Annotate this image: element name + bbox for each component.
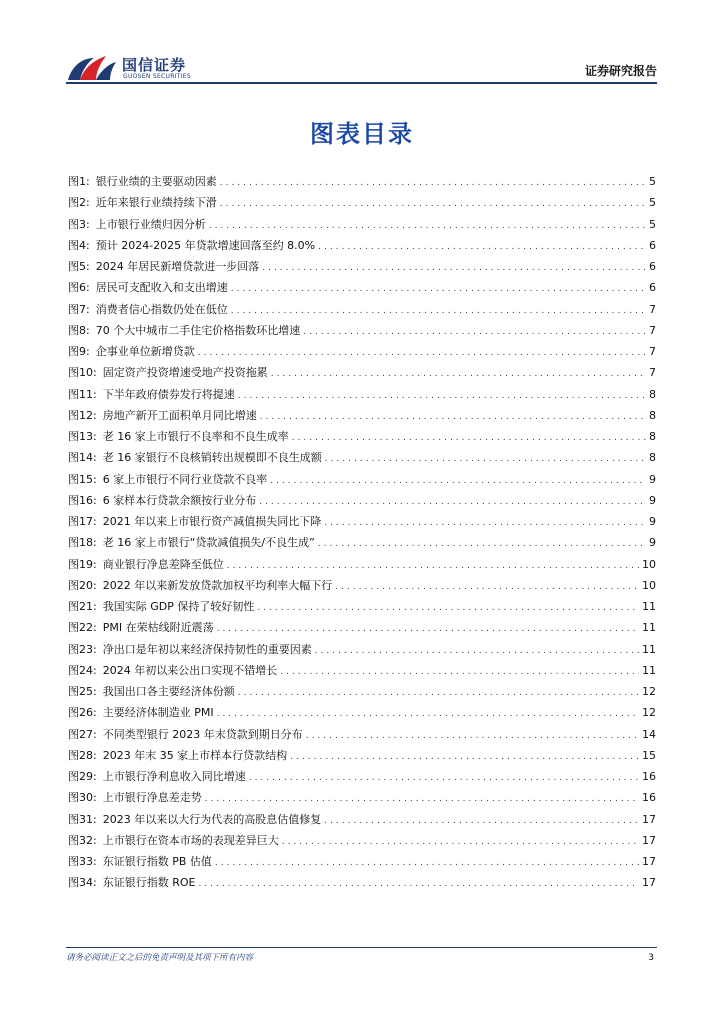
toc-entry-number: 图11: [68,387,97,401]
toc-entry-page: 12 [642,706,656,720]
toc-entry-page: 9 [649,536,656,550]
toc-entry-label: 东证银行指数 PB 估值 [102,855,212,868]
logo-english-name: GUOSEN SECURITIES [123,73,192,80]
toc-entry[interactable] [68,490,656,511]
toc-entry-label: 企事业单位新增贷款 [95,345,195,358]
header-divider [66,82,657,84]
toc-entry-number: 图9: [68,345,90,358]
toc-entry-page: 17 [642,876,656,890]
toc-dot-leader [335,577,639,598]
toc-entry-label: PMI 在荣枯线附近震荡 [102,621,214,635]
toc-entry-page: 10 [642,557,656,571]
toc-dot-leader [318,237,646,258]
toc-entry-number: 图26: [68,706,97,720]
toc-entry-label: 主要经济体制造业 PMI [102,706,214,720]
toc-entry-label: 老 16 家上市银行“贷款减值损失/不良生成” [102,536,315,550]
toc-dot-leader [259,492,646,513]
toc-dot-leader [306,726,639,747]
toc-entry-label: 我国实际 GDP 保持了较好韧性 [102,600,255,613]
toc-entry[interactable] [68,511,656,532]
toc-entry-page: 6 [649,238,656,252]
toc-entry[interactable] [68,256,656,277]
toc-entry-number: 图16: [68,493,97,507]
toc-dot-leader [325,449,646,470]
toc-entry-number: 图33: [68,855,97,868]
guosen-logo-mark-icon [66,52,118,82]
toc-dot-leader [280,662,639,683]
toc-entry-number: 图5: [68,260,90,273]
toc-entry[interactable] [68,384,656,405]
toc-entry[interactable] [68,299,656,320]
toc-entry-label: 不同类型银行 2023 年末贷款到期日分布 [102,727,303,741]
toc-entry-page: 8 [649,408,656,422]
toc-entry-page: 5 [649,217,656,231]
toc-entry-label: 2024 年初以来公出口实现不错增长 [102,663,278,677]
toc-entry[interactable] [68,192,656,213]
toc-entry-label: 老 16 家上市银行不良率和不良生成率 [102,430,289,443]
toc-dot-leader [238,386,646,407]
guosen-logo [66,50,206,84]
toc-entry-number: 图20: [68,578,97,592]
toc-dot-leader [198,874,639,895]
toc-entry-number: 图24: [68,663,97,677]
toc-entry[interactable] [68,341,656,362]
figure-toc-list [68,171,656,894]
toc-entry-label: 我国出口各主要经济体份额 [102,685,235,698]
toc-entry[interactable] [68,214,656,235]
toc-entry-label: 银行业绩的主要驱动因素 [95,175,217,188]
toc-entry-number: 图23: [68,642,97,656]
toc-dot-leader [282,832,639,853]
toc-dot-leader [324,513,646,534]
toc-dot-leader [217,619,639,640]
toc-dot-leader [315,641,639,662]
toc-entry-page: 7 [649,366,656,380]
toc-dot-leader [220,173,646,194]
toc-dot-leader [231,301,646,322]
toc-entry-label: 2022 年以来新发放贷款加权平均利率大幅下行 [102,578,333,592]
toc-entry[interactable] [68,851,656,872]
toc-dot-leader [215,853,639,874]
toc-entry-number: 图29: [68,770,97,783]
toc-dot-leader [198,343,646,364]
toc-entry-label: 预计 2024-2025 年贷款增速回落至约 8.0% [95,238,316,252]
toc-dot-leader [290,747,639,768]
toc-entry-number: 图30: [68,791,97,805]
toc-entry[interactable] [68,426,656,447]
toc-entry-number: 图22: [68,621,97,635]
toc-entry-page: 7 [649,323,656,337]
toc-entry[interactable] [68,681,656,702]
toc-entry-number: 图19: [68,557,97,571]
toc-entry-label: 房地产新开工面积单月同比增速 [102,408,257,422]
toc-entry-page: 11 [642,642,656,656]
toc-entry-number: 图3: [68,217,90,231]
toc-dot-leader [318,534,646,555]
toc-entry-number: 图14: [68,451,97,465]
toc-entry[interactable] [68,447,656,468]
toc-entry-number: 图8: [68,323,90,337]
toc-dot-leader [217,704,639,725]
toc-entry-page: 12 [642,685,656,698]
toc-entry-label: 上市银行业绩归因分析 [95,217,206,231]
toc-dot-leader [260,407,646,428]
toc-entry-number: 图10: [68,366,97,380]
toc-entry-page: 7 [649,302,656,316]
toc-entry-page: 6 [649,260,656,273]
page-header [66,50,657,86]
page-number: 3 [648,953,654,963]
toc-entry[interactable] [68,830,656,851]
toc-entry[interactable] [68,405,656,426]
toc-entry-page: 6 [649,281,656,295]
toc-entry-label: 商业银行净息差降至低位 [102,557,224,571]
toc-entry[interactable] [68,235,656,256]
toc-dot-leader [324,811,639,832]
toc-dot-leader [205,789,639,810]
toc-entry-label: 2021 年以来上市银行资产减值损失同比下降 [102,515,322,528]
toc-entry-page: 5 [649,175,656,188]
toc-entry-page: 8 [649,451,656,465]
toc-entry-number: 图7: [68,302,90,316]
toc-entry[interactable] [68,660,656,681]
toc-entry[interactable] [68,596,656,617]
toc-entry[interactable] [68,787,656,808]
toc-entry-page: 17 [642,833,656,847]
toc-dot-leader [249,768,639,789]
toc-entry-label: 近年来银行业绩持续下滑 [95,196,217,210]
toc-entry-label: 上市银行净利息收入同比增速 [102,770,246,783]
toc-entry-label: 6 家样本行贷款余额按行业分布 [102,493,257,507]
toc-entry-page: 7 [649,345,656,358]
footer-disclaimer: 请务必阅读正文之后的免责声明及其项下所有内容 [66,953,254,963]
toc-entry[interactable] [68,575,656,596]
toc-entry[interactable] [68,809,656,830]
toc-entry[interactable] [68,532,656,553]
toc-entry-page: 9 [649,472,656,486]
toc-entry-page: 11 [642,600,656,613]
toc-entry-page: 17 [642,812,656,826]
toc-dot-leader [209,216,646,237]
toc-entry-label: 上市银行净息差走势 [102,791,202,805]
logo-chinese-name: 国信证券 [122,56,187,74]
toc-entry-label: 居民可支配收入和支出增速 [95,281,228,295]
toc-entry-page: 17 [642,855,656,868]
toc-entry[interactable] [68,639,656,660]
toc-entry-label: 固定资产投资增速受地产投资拖累 [102,366,268,380]
toc-entry-number: 图28: [68,748,97,762]
toc-entry-number: 图32: [68,833,97,847]
toc-dot-leader [270,471,646,492]
toc-entry-label: 6 家上市银行不同行业贷款不良率 [102,472,268,486]
toc-entry-page: 8 [649,387,656,401]
toc-entry-label: 2024 年居民新增贷款进一步回落 [95,260,260,273]
toc-entry[interactable] [68,277,656,298]
toc-entry-label: 2023 年以来以大行为代表的高股息估值修复 [102,812,322,826]
toc-entry-page: 9 [649,515,656,528]
toc-entry-number: 图18: [68,536,97,550]
toc-entry-number: 图31: [68,812,97,826]
toc-entry[interactable] [68,469,656,490]
toc-entry[interactable] [68,320,656,341]
toc-entry[interactable] [68,745,656,766]
toc-entry-label: 70 个大中城市二手住宅价格指数环比增速 [95,323,301,337]
footer-divider [66,947,657,948]
toc-entry[interactable] [68,872,656,893]
toc-entry-label: 消费者信心指数仍处在低位 [95,302,228,316]
toc-entry-page: 5 [649,196,656,210]
toc-entry-number: 图25: [68,685,97,698]
toc-entry-page: 14 [642,727,656,741]
toc-dot-leader [271,364,646,385]
toc-entry-number: 图6: [68,281,90,295]
toc-entry-number: 图27: [68,727,97,741]
toc-entry-label: 2023 年末 35 家上市样本行贷款结构 [102,748,288,762]
toc-entry-page: 10 [642,578,656,592]
toc-entry-label: 下半年政府债券发行将提速 [102,387,235,401]
toc-entry-page: 11 [642,621,656,635]
toc-dot-leader [257,598,639,619]
toc-dot-leader [227,556,639,577]
toc-entry[interactable] [68,724,656,745]
toc-entry-number: 图12: [68,408,97,422]
toc-entry-number: 图1: [68,175,90,188]
toc-entry-page: 15 [642,748,656,762]
toc-entry-label: 净出口是年初以来经济保持韧性的重要因素 [102,642,312,656]
toc-entry-number: 图2: [68,196,90,210]
toc-entry-number: 图13: [68,430,97,443]
toc-dot-leader [303,322,646,343]
toc-entry-number: 图4: [68,238,90,252]
toc-entry-page: 16 [642,770,656,783]
toc-entry[interactable] [68,702,656,723]
toc-entry-number: 图17: [68,515,97,528]
toc-entry[interactable] [68,362,656,383]
toc-entry[interactable] [68,554,656,575]
page-title: 图表目录 [310,120,414,148]
toc-dot-leader [292,428,646,449]
toc-entry-page: 9 [649,493,656,507]
toc-entry-number: 图34: [68,876,97,890]
toc-entry-number: 图21: [68,600,97,613]
toc-dot-leader [231,279,646,300]
toc-entry-page: 16 [642,791,656,805]
report-type-label: 证券研究报告 [584,64,657,78]
toc-dot-leader [262,258,646,279]
toc-entry-label: 老 16 家银行不良核销转出规模即不良生成额 [102,451,322,465]
toc-entry-page: 8 [649,430,656,443]
toc-entry-number: 图15: [68,472,97,486]
toc-entry-label: 东证银行指数 ROE [102,876,196,890]
toc-entry[interactable] [68,617,656,638]
toc-dot-leader [220,194,646,215]
toc-entry[interactable] [68,171,656,192]
toc-entry-page: 11 [642,663,656,677]
toc-entry-label: 上市银行在资本市场的表现差异巨大 [102,833,279,847]
toc-dot-leader [238,683,639,704]
toc-entry[interactable] [68,766,656,787]
